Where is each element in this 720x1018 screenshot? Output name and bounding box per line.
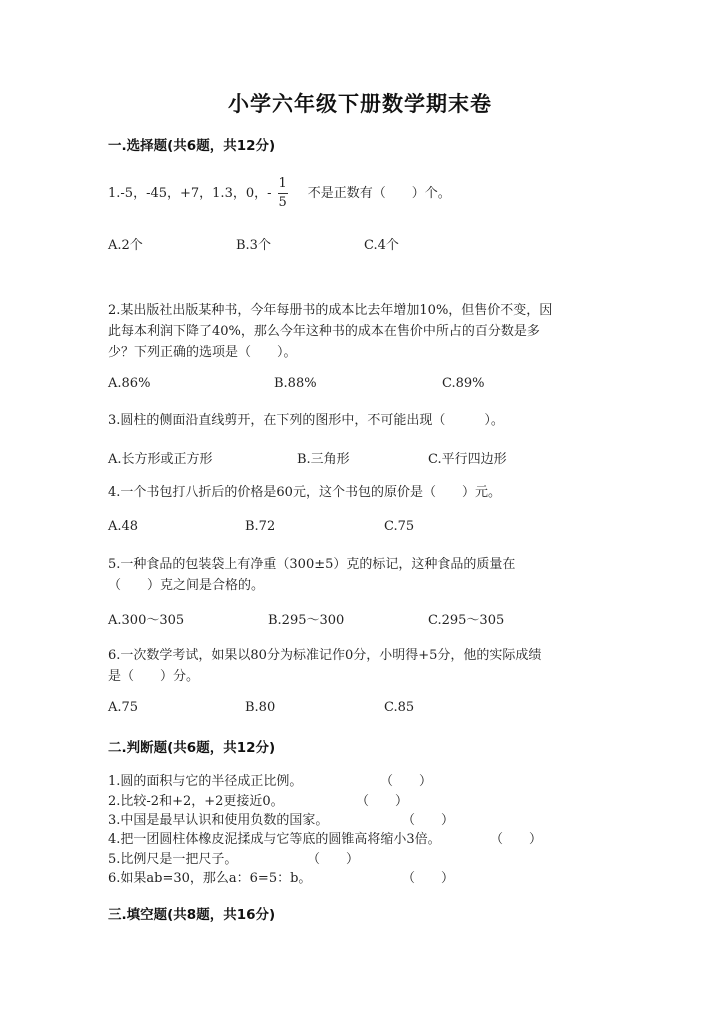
- question-2-line-2: 此每本利润下降了40%，那么今年这种书的成本在售价中所占的百分数是多: [108, 324, 540, 339]
- q4-option-b: B.72: [245, 519, 276, 534]
- judge-item-4-text: 4.把一团圆柱体橡皮泥揉成与它等底的圆锥高将缩小3倍。: [108, 832, 441, 847]
- question-5-line-1: 5.一种食品的包装袋上有净重（300±5）克的标记，这种食品的质量在: [108, 557, 516, 572]
- section-heading-judge: 二.判断题(共6题，共12分): [108, 740, 276, 756]
- question-1: [108, 176, 451, 211]
- fraction-denominator: 5: [278, 195, 287, 210]
- q5-option-a: A.300～305: [108, 613, 185, 628]
- judge-item-5-text: 5.比例尺是一把尺子。: [108, 852, 238, 867]
- q1-option-b: B.3个: [236, 238, 271, 253]
- page-title: 小学六年级下册数学期末卷: [228, 92, 492, 116]
- q3-option-a: A.长方形或正方形: [108, 452, 213, 467]
- q3-option-b: B.三角形: [297, 452, 350, 467]
- question-2-line-3: 少？下列正确的选项是（ ）。: [108, 345, 297, 360]
- q2-option-b: B.88%: [274, 376, 317, 391]
- judge-item-5-paren: （ ）: [307, 852, 360, 867]
- judge-item-3-paren: （ ）: [402, 813, 455, 828]
- q1-option-a: A.2个: [108, 238, 143, 253]
- q2-option-a: A.86%: [108, 376, 151, 391]
- q6-option-a: A.75: [108, 700, 139, 715]
- judge-item-1-paren: （ ）: [380, 774, 433, 789]
- q2-option-c: C.89%: [442, 376, 485, 391]
- section-heading-choice: 一.选择题(共6题，共12分): [108, 138, 276, 154]
- section-heading-fill: 三.填空题(共8题，共16分): [108, 907, 276, 923]
- judge-item-6-text: 6.如果ab=30，那么a：6=5：b。: [108, 871, 312, 886]
- question-2-line-1: 2.某出版社出版某种书，今年每册书的成本比去年增加10%，但售价不变，因: [108, 303, 553, 318]
- fraction-numerator: 1: [278, 176, 287, 191]
- question-5-line-2: （ ）克之间是合格的。: [108, 578, 265, 593]
- judge-item-3-text: 3.中国是最早认识和使用负数的国家。: [108, 813, 329, 828]
- question-4: 4.一个书包打八折后的价格是60元，这个书包的原价是（ ）元。: [108, 485, 501, 500]
- q6-option-b: B.80: [245, 700, 276, 715]
- q3-option-c: C.平行四边形: [428, 452, 507, 467]
- question-6-line-1: 6.一次数学考试，如果以80分为标准记作0分，小明得+5分，他的实际成绩: [108, 648, 542, 663]
- question-6-line-2: 是（ ）分。: [108, 669, 200, 684]
- judge-item-2-paren: （ ）: [356, 794, 409, 809]
- q5-option-c: C.295～305: [428, 613, 505, 628]
- question-1-text-after: 不是正数有（ ）个。: [307, 186, 451, 201]
- q1-option-c: C.4个: [364, 238, 399, 253]
- judge-item-6-paren: （ ）: [402, 871, 455, 886]
- q4-option-a: A.48: [108, 519, 139, 534]
- judge-item-4-paren: （ ）: [490, 832, 543, 847]
- fraction-bar: [278, 193, 288, 194]
- judge-item-2-text: 2.比较-2和+2，+2更接近0。: [108, 794, 284, 809]
- question-1-text-before: 1.-5，-45，+7，1.3，0，-: [108, 186, 272, 201]
- judge-item-1-text: 1.圆的面积与它的半径成正比例。: [108, 774, 303, 789]
- fraction: [278, 176, 288, 211]
- q5-option-b: B.295～300: [268, 613, 345, 628]
- q4-option-c: C.75: [384, 519, 415, 534]
- question-3: 3.圆柱的侧面沿直线剪开，在下列的图形中，不可能出现（ ）。: [108, 413, 504, 428]
- q6-option-c: C.85: [384, 700, 415, 715]
